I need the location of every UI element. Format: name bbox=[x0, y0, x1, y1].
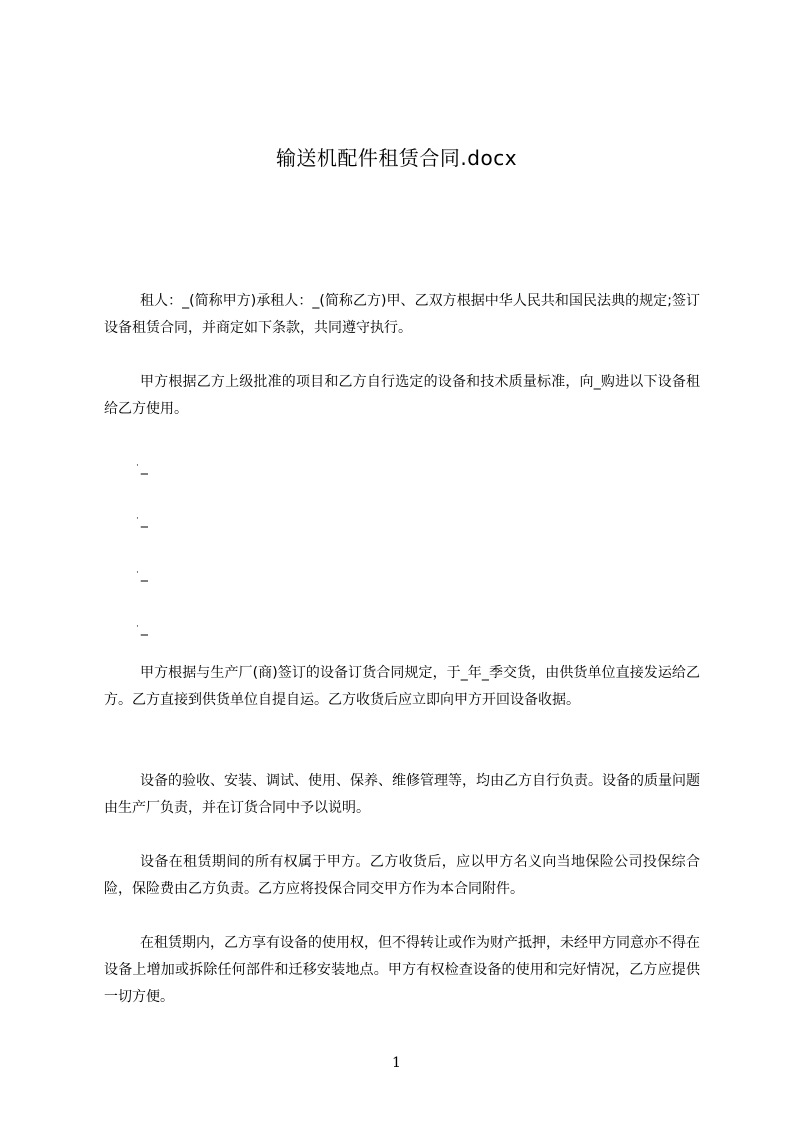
paragraph-ownership-insurance: 设备在租赁期间的所有权属于甲方。乙方收货后，应以甲方名义向当地保险公司投保综合险，保险费由乙方负责。乙方应将投保合同交甲方作为本合同附件。 bbox=[104, 854, 700, 897]
blank-list-item: · _ bbox=[136, 512, 148, 528]
paragraph-parties: 租人：_(简称甲方)承租人：_(简称乙方)甲、乙双方根据中华人民共和国民法典的规定;签订设备租赁合同，并商定如下条款，共同遵守执行。 bbox=[104, 293, 700, 336]
paragraph-usage-rights: 在租赁期内，乙方享有设备的使用权，但不得转让或作为财产抵押，未经甲方同意亦不得在设备上增加或拆除任何部件和迁移安装地点。甲方有权检查设备的使用和完好情况，乙方应提供一切方便。 bbox=[104, 935, 700, 1005]
blank-list-item: · _ bbox=[136, 459, 148, 475]
paragraph-equipment-purchase: 甲方根据乙方上级批准的项目和乙方自行选定的设备和技术质量标准，向_购进以下设备租给乙方使用。 bbox=[104, 374, 700, 417]
paragraph-maintenance: 设备的验收、安装、调试、使用、保养、维修管理等，均由乙方自行负责。设备的质量问题由生产厂负责，并在订货合同中予以说明。 bbox=[104, 773, 700, 816]
page-number: 1 bbox=[392, 1055, 401, 1071]
document-title: 输送机配件租赁合同.docx bbox=[275, 146, 518, 170]
blank-list-item: · _ bbox=[136, 620, 148, 636]
blank-list-item: · _ bbox=[136, 566, 148, 582]
paragraph-delivery: 甲方根据与生产厂(商)签订的设备订货合同规定，于_年_季交货，由供货单位直接发运给乙方。乙方直接到供货单位自提自运。乙方收货后应立即向甲方开回设备收据。 bbox=[104, 665, 700, 708]
